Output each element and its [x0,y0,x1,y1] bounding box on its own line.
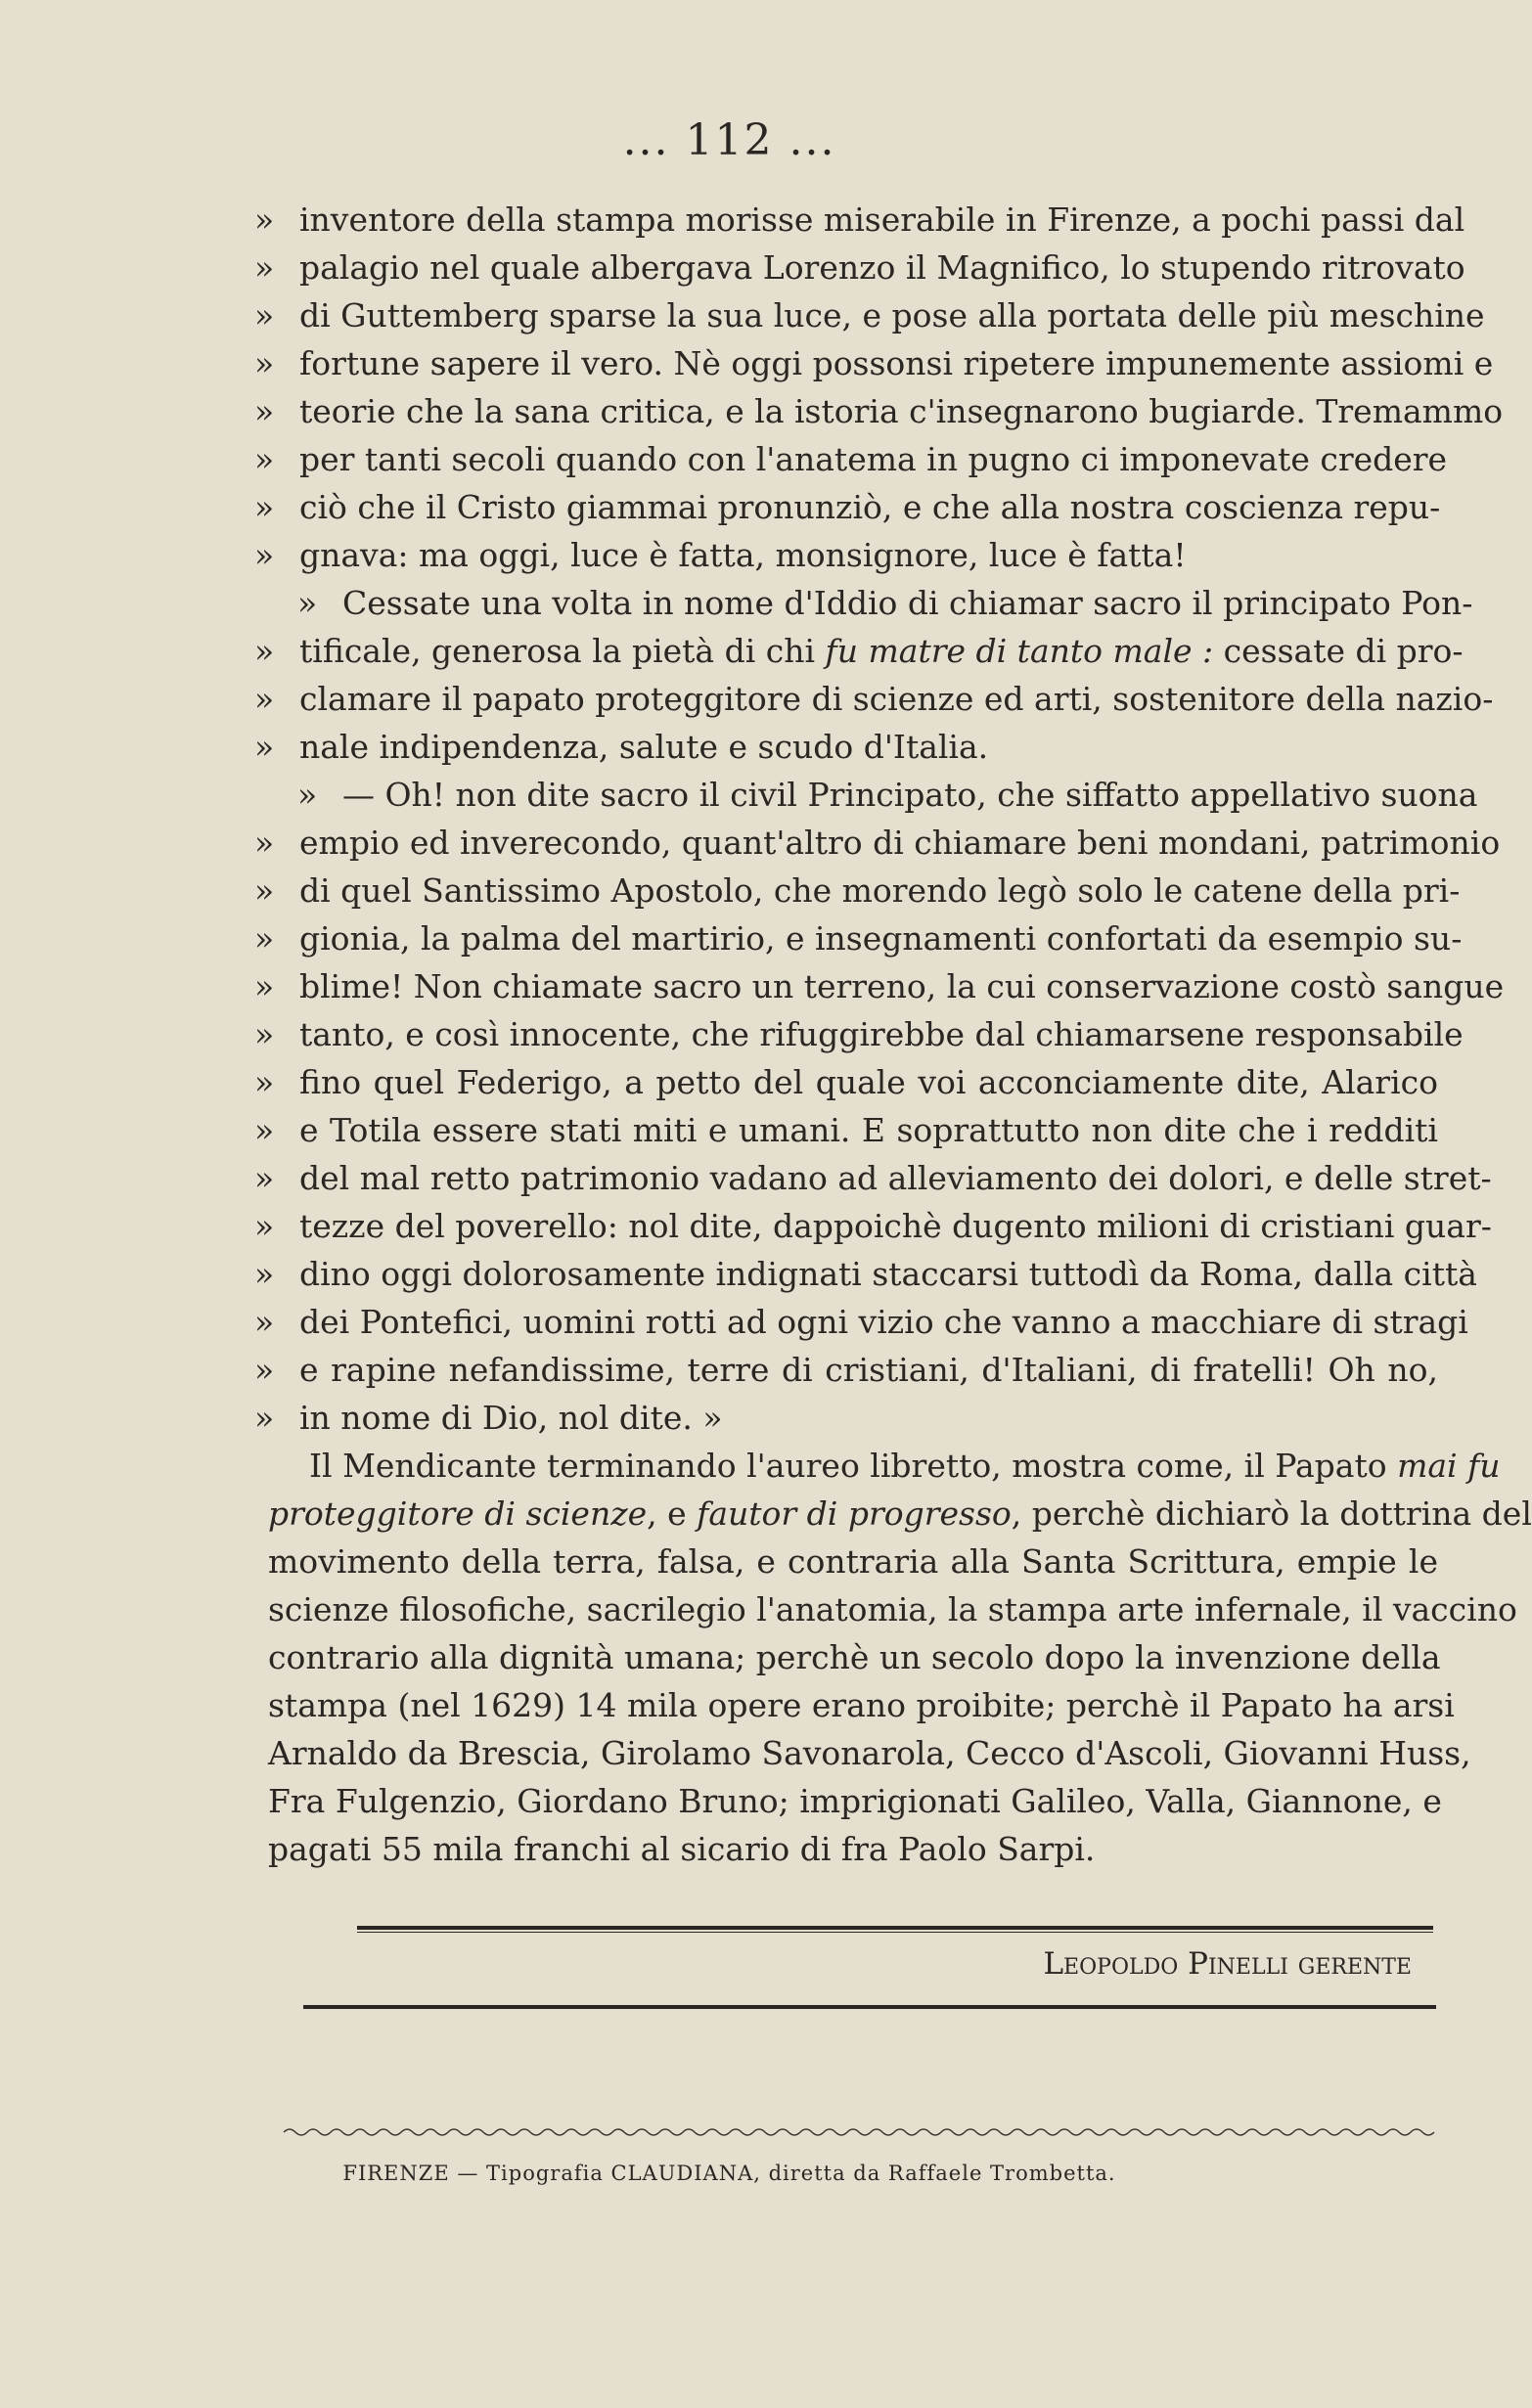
text-line [254,1633,1441,1681]
line-text [299,1154,1492,1202]
text-run: gionia, la palma del martirio, e insegnamenti confortati da esempio su- [299,919,1463,958]
italic-phrase: proteggitore di scienze [268,1494,648,1533]
italic-phrase: fautor di progresso [697,1494,1012,1533]
text-line [254,579,1473,627]
text-run: stampa (nel 1629) 14 mila opere erano proibite; perchè il Papato ha arsi [268,1686,1455,1724]
line-text [254,1729,1471,1777]
text-run: cessate di pro- [1213,632,1464,670]
text-run: in nome di Dio, nol dite. » [299,1399,723,1437]
text-line [254,1298,1468,1346]
text-line [254,291,1485,339]
line-text [299,531,1438,579]
line-text [299,1250,1477,1298]
quote-mark: » [297,584,318,622]
text-line [254,1825,1438,1873]
line-text [254,1442,1501,1490]
quote-mark: » [254,871,275,910]
line-text [299,819,1500,867]
line-text [254,1825,1438,1873]
text-run: Arnaldo da Brescia, Girolamo Savonarola, Cecco d'Ascoli, Giovanni Huss, [268,1734,1471,1772]
quote-mark: » [254,967,275,1005]
text-line [254,867,1461,914]
text-line [254,483,1441,531]
text-line [254,196,1465,244]
quote-mark: » [254,824,275,862]
text-run: teorie che la sana critica, e la istoria c'insegnarono bugiarde. Tremammo [299,392,1504,430]
line-text [299,387,1503,435]
line-text [299,339,1493,387]
line-text [254,1777,1442,1825]
line-text [299,962,1504,1010]
text-run: gnava: ma oggi, luce è fatta, monsignore, luce è fatta! [299,536,1187,574]
text-line [254,1250,1477,1298]
text-line [254,627,1464,675]
text-run: di quel Santissimo Apostolo, che morendo legò solo le catene della pri- [299,871,1461,910]
quote-mark: » [254,1303,275,1341]
quote-mark: » [254,728,275,766]
text-run: del mal retto patrimonio vadano ad alleviamento dei dolori, e delle stret- [299,1159,1492,1197]
text-run: fortune sapere il vero. Nè oggi possonsi ripetere impunemente assiomi e [299,344,1494,382]
page-number: ... 112 ... [622,115,836,165]
italic-phrase: mai fu [1397,1447,1501,1485]
line-text [299,1058,1438,1106]
quote-mark: » [254,296,275,334]
quote-mark: » [254,536,275,574]
text-run: e Totila essere stati miti e umani. E soprattutto non dite che i redditi [299,1111,1438,1149]
line-text [254,1585,1517,1633]
text-line [254,1154,1492,1202]
text-run: dei Pontefici, uomini rotti ad ogni vizio che vanno a macchiare di stragi [299,1303,1468,1341]
quote-mark: » [254,488,275,526]
quote-mark: » [297,776,318,814]
text-run: fino quel Federigo, a petto del quale voi acconciamente dite, Alarico [299,1063,1438,1101]
text-line [254,819,1501,867]
quote-mark: » [254,344,275,382]
quote-mark: » [254,201,275,239]
line-text [299,435,1447,483]
line-text [299,291,1485,339]
quote-mark: » [254,1159,275,1197]
text-run: per tanti secoli quando con l'anatema in pugno ci imponevate credere [299,440,1448,478]
text-line [254,1538,1438,1585]
line-text [299,1010,1464,1058]
text-line [254,771,1478,819]
wavy-divider [284,2126,1443,2138]
line-text [342,579,1472,627]
quote-mark: » [254,1351,275,1389]
text-run: Fra Fulgenzio, Giordano Bruno; imprigionati Galileo, Valla, Giannone, e [268,1782,1442,1820]
quote-mark: » [254,392,275,430]
text-run: movimento della terra, falsa, e contraria alla Santa Scrittura, empie le [268,1542,1438,1581]
line-text [299,483,1440,531]
quote-mark: » [254,1111,275,1149]
line-text [299,914,1462,962]
text-line [254,1585,1517,1633]
text-run: , perchè dichiarò la dottrina del [1011,1494,1532,1533]
quote-mark: » [254,680,275,718]
line-text [299,1202,1492,1250]
text-run: Il Mendicante terminando l'aureo libretto, mostra come, il Papato [309,1447,1398,1485]
text-run: ciò che il Cristo giammai pronunziò, e che alla nostra coscienza repu- [299,488,1441,526]
line-text [299,244,1465,291]
text-run: di Guttemberg sparse la sua luce, e pose alla portata delle più meschine [299,296,1485,334]
text-run: tezze del poverello: nol dite, dappoichè dugento milioni di cristiani guar- [299,1207,1492,1245]
italic-phrase: fu matre di tanto male : [825,632,1214,670]
text-run: Cessate una volta in nome d'Iddio di chiamar sacro il principato Pon- [342,584,1473,622]
text-run: tificale, generosa la pietà di chi [299,632,826,670]
text-line [254,435,1448,483]
line-text [342,771,1477,819]
text-line [254,1490,1532,1538]
text-line [254,723,1438,771]
text-line [254,1106,1438,1154]
line-text [299,723,1438,771]
body-text [254,196,1532,1873]
text-run: inventore della stampa morisse miserabile in Firenze, a pochi passi dal [299,201,1465,239]
text-line [254,531,1438,579]
quote-mark: » [254,440,275,478]
text-line [254,387,1504,435]
line-text [299,1298,1468,1346]
line-text [299,196,1464,244]
line-text [299,1346,1438,1394]
text-line [254,1681,1455,1729]
line-text [254,1538,1438,1585]
quote-mark: » [254,1063,275,1101]
text-line [254,1729,1471,1777]
text-line [254,244,1465,291]
quote-mark: » [254,1015,275,1053]
text-run: scienze filosofiche, sacrilegio l'anatomia, la stampa arte infernale, il vaccino [268,1590,1517,1628]
signature: Leopoldo Pinelli gerente [1043,1946,1412,1982]
text-line [254,1777,1442,1825]
quote-mark: » [254,1207,275,1245]
text-run: contrario alla dignità umana; perchè un secolo dopo la invenzione della [268,1638,1441,1676]
line-text [299,867,1460,914]
line-text [299,1106,1438,1154]
line-text [299,1394,1438,1442]
text-line [254,962,1505,1010]
text-run: blime! Non chiamate sacro un terreno, la cui conservazione costò sangue [299,967,1505,1005]
rule-bottom [303,2005,1436,2009]
line-text [299,675,1493,723]
quote-mark: » [254,1399,275,1437]
quote-mark: » [254,632,275,670]
double-rule-top [357,1926,1433,1933]
text-line [254,1058,1438,1106]
text-line [254,1346,1438,1394]
quote-mark: » [254,248,275,287]
text-run: empio ed inverecondo, quant'altro di chiamare beni mondani, patrimonio [299,824,1501,862]
line-text [254,1681,1455,1729]
quote-mark: » [254,919,275,958]
text-run: pagati 55 mila franchi al sicario di fra Paolo Sarpi. [268,1830,1096,1868]
line-text [299,627,1464,675]
text-line [254,1394,1438,1442]
text-run: e rapine nefandissime, terre di cristiani, d'Italiani, di fratelli! Oh no, [299,1351,1438,1389]
text-run: nale indipendenza, salute e scudo d'Italia. [299,728,989,766]
text-line [254,1010,1464,1058]
line-text [254,1490,1532,1538]
text-line [254,339,1494,387]
text-run: tanto, e così innocente, che rifuggirebbe dal chiamarsene responsabile [299,1015,1464,1053]
text-line [254,1442,1501,1490]
printer-imprint: FIRENZE — Tipografia CLAUDIANA, diretta da Raffaele Trombetta. [342,2162,1116,2185]
text-run: clamare il papato proteggitore di scienze ed arti, sostenitore della nazio- [299,680,1494,718]
text-run: — Oh! non dite sacro il civil Principato, che siffatto appellativo suona [342,776,1478,814]
text-run: , e [647,1494,698,1533]
quote-mark: » [254,1255,275,1293]
text-line [254,1202,1492,1250]
line-text [254,1633,1441,1681]
text-run: palagio nel quale albergava Lorenzo il Magnifico, lo stupendo ritrovato [299,248,1465,287]
text-line [254,675,1494,723]
text-run: dino oggi dolorosamente indignati staccarsi tuttodì da Roma, dalla città [299,1255,1477,1293]
text-line [254,914,1463,962]
